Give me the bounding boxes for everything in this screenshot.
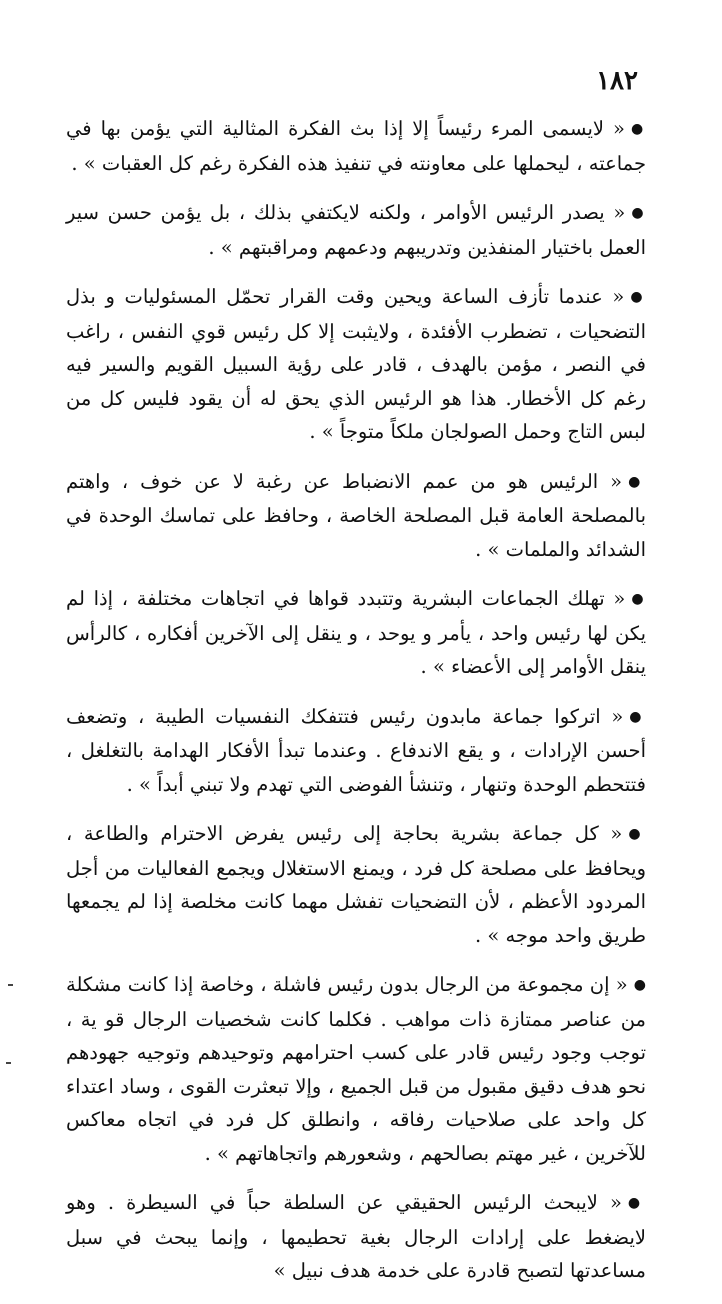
paragraph-3 xyxy=(66,280,646,449)
bullet-icon: ● xyxy=(629,708,646,725)
paragraph-8 xyxy=(66,968,646,1170)
paragraph-text: « لايسمى المرء رئيساً إلا إذا بث الفكرة المثالية التي يؤمن بها في جماعته ، ليحملها على معاونته في تنفيذ هذه الفكرة رغم كل العقبات » . xyxy=(66,117,646,175)
paragraph-1 xyxy=(66,112,646,180)
bullet-icon: ● xyxy=(631,205,647,221)
paragraph-text: « الرئيس هو من عمم الانضباط عن رغبة لا عن خوف ، واهتم بالمصلحة العامة قبل المصلحة الخاصة ، وحافظ على تماسك الوحدة في الشدائد والملمات » . xyxy=(66,469,646,561)
paragraph-text: « لايبحث الرئيس الحقيقي عن السلطة حباً في السيطرة . وهو لايضغط على إرادات الرجال بغية تحطيمها ، وإنما يبحث في سبل مساعدتها لتصبح قادرة على خدمة هدف نبيل » xyxy=(66,1191,646,1282)
paragraph-text: « تهلك الجماعات البشرية وتتبدد قواها في اتجاهات مختلفة ، إذا لم يكن لها رئيس واحد ، يأمر و يوحد ، و ينقل إلى الآخرين أفكاره ، كالرأس ينقل الأوامر إلى الأعضاء » . xyxy=(66,587,646,678)
paragraph-text: « إن مجموعة من الرجال بدون رئيس فاشلة ، وخاصة إذا كانت مشكلة من عناصر ممتازة ذات مواهب . فكلما كانت شخصيات الرجال قو ية ، توجب وجود رئيس قادر على كسب احترامهم وتوحيدهم وتوجيه جهودهم نحو هدف دقيق مقبول من قبل الجميع ، وإلا تبعثرت القوى ، وساد اعتداء كل واحد على صلاحيات رفاقه ، وانطلق كل فرد في اتجاه معاكس للآخرين ، غير مهتم بصالحهم ، وشعورهم واتجاهاتهم » . xyxy=(66,973,646,1165)
bullet-icon: ● xyxy=(633,977,646,993)
scan-mark xyxy=(6,1062,11,1064)
bullet-icon: ● xyxy=(631,591,646,607)
page-body xyxy=(66,112,646,1304)
bullet-icon: ● xyxy=(628,826,647,842)
page-number: ١٨٢ xyxy=(596,66,638,96)
paragraph-text: « يصدر الرئيس الأوامر ، ولكنه لايكتفي بذلك ، بل يؤمن حسن سير العمل باختيار المنفذين وتدريبهم ودعمهم ومراقبتهم » . xyxy=(66,201,646,259)
paragraph-text: « كل جماعة بشرية بحاجة إلى رئيس يفرض الاحترام والطاعة ، ويحافظ على مصلحة كل فرد ، ويمنع الاستغلال ويجمع الفعاليات من أجل المردود الأعظم ، لأن التضحيات تفشل مهما كانت مخلصة إذا لم يجمعها طريق واحد موجه » . xyxy=(66,822,646,947)
paragraph-5 xyxy=(66,582,646,684)
bullet-icon: ● xyxy=(627,1195,646,1211)
paragraph-7 xyxy=(66,817,646,952)
paragraph-9 xyxy=(66,1186,646,1288)
scan-mark xyxy=(8,984,13,986)
bullet-icon: ● xyxy=(630,289,646,305)
bullet-icon: ● xyxy=(628,473,646,490)
paragraph-6 xyxy=(66,700,646,802)
bullet-icon: ● xyxy=(630,121,647,137)
paragraph-4 xyxy=(66,465,646,567)
paragraph-text: « عندما تأزف الساعة ويحين وقت القرار تحمّل المسئوليات و بذل التضحيات ، تضطرب الأفئدة ، ولايثبت إلا كل رئيس قوي النفس ، راغب في النصر ، مؤمن بالهدف ، قادر على رؤية السبيل القويم والسير فيه رغم كل الأخطار. هذا هو الرئيس الذي يحق له أن يقود فليس كل من لبس التاج وحمل الصولجان ملكاً متوجاً » . xyxy=(66,285,646,443)
paragraph-text: « اتركوا جماعة مابدون رئيس فتتفكك النفسيات الطيبة ، وتضعف أحسن الإرادات ، و يقع الاندفاع . وعندما تبدأ الأفكار الهدامة بالتغلغل ، فتتحطم الوحدة وتنهار ، وتنشأ الفوضى التي تهدم ولا تبني أبداً » . xyxy=(66,704,646,796)
paragraph-2 xyxy=(66,196,646,264)
